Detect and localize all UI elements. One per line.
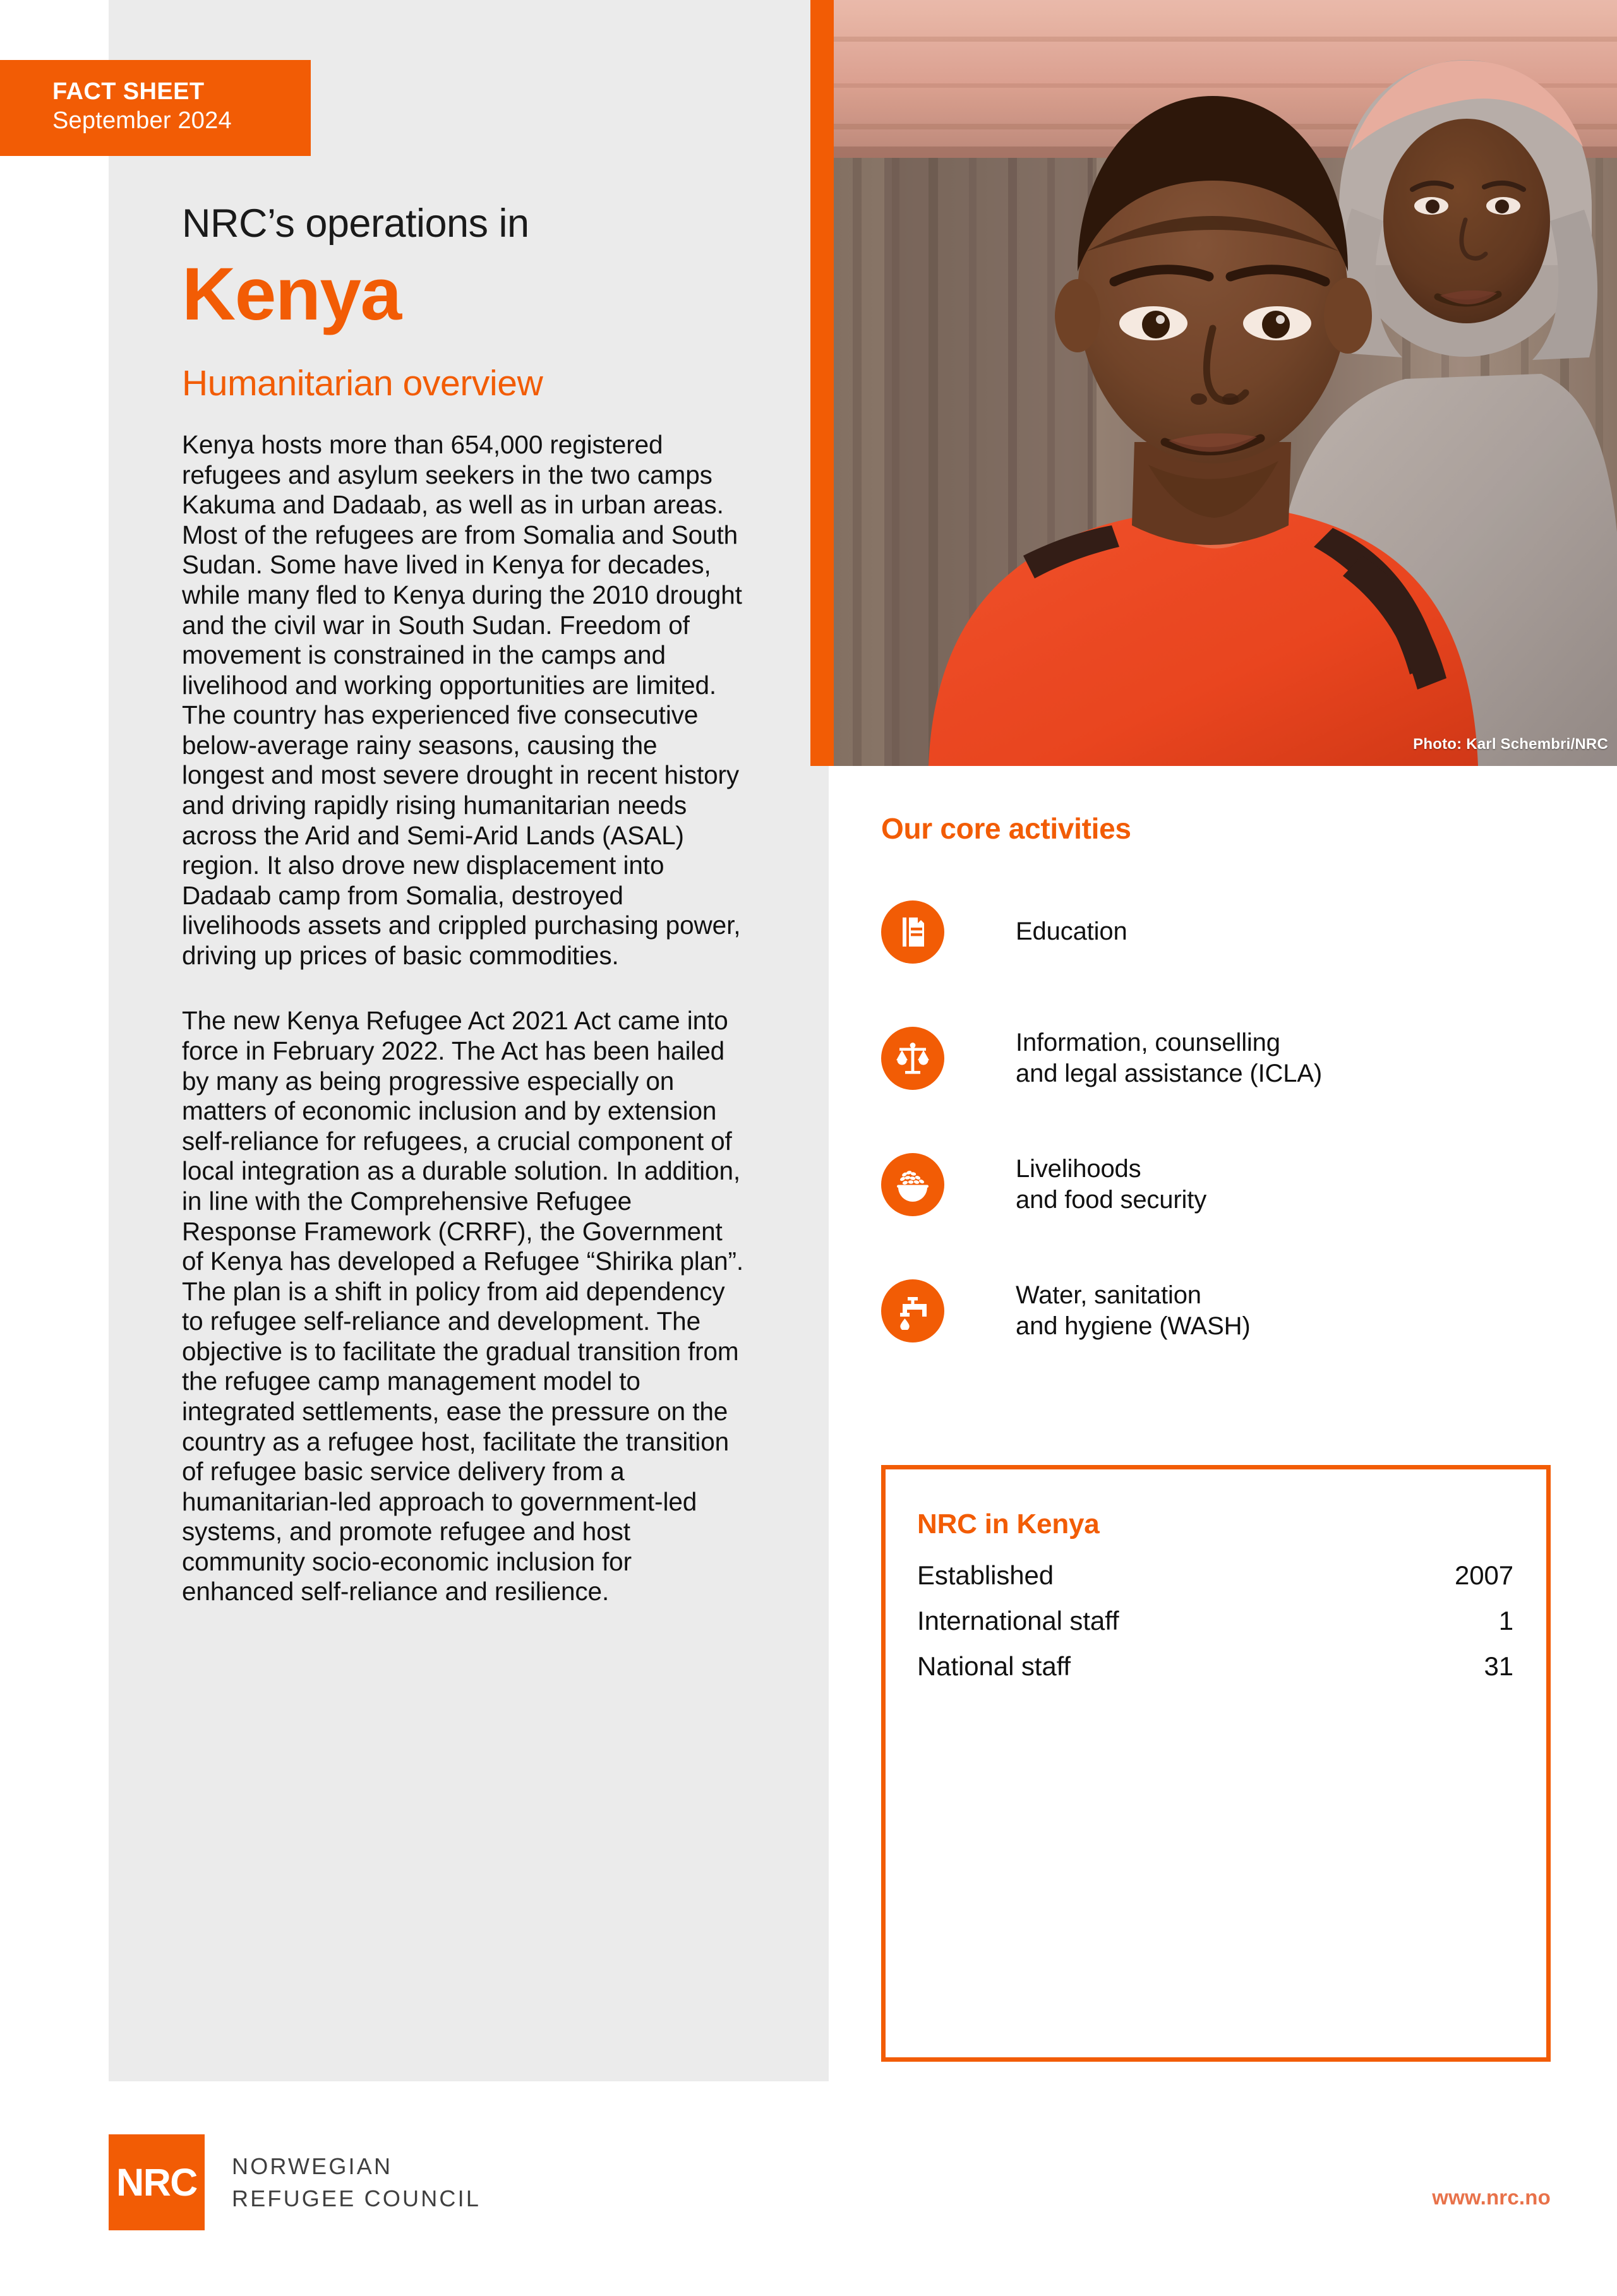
stat-label: Established [917,1560,1054,1590]
book-icon [881,900,944,964]
fact-sheet-label: FACT SHEET [52,78,205,105]
hero-photo [834,0,1617,766]
activity-label: Livelihoods and food security [1016,1154,1207,1214]
page-title: Kenya [182,253,401,337]
activity-item-icla [881,1016,1617,1100]
activity-item-education [881,890,1617,974]
right-column [881,811,1617,1353]
overview-paragraph-2: The new Kenya Refugee Act 2021 Act came into force in February 2022. The Act has been hailed by many as being progressive especially on matters of economic inclusion and by extension self-reliance for refugees, a crucial component of local integration as a durable solution. In addition, in line with the Comprehensive Refugee Response Framework (CRRF), the Government of Kenya has developed a Refugee “Shirika plan”. The plan is a shift in policy from aid dependency to refugee self-reliance and development. The objective is to facilitate the gradual transition from the refugee camp management model to integrated settlements, ease the pressure on the country as a refugee host, facilitate the transition of refugee basic service delivery from a humanitarian-led approach to government-led systems, and promote refugee and host community socio-economic inclusion for enhanced self-reliance and resilience. [182,1006,744,1606]
nrc-logo [109,2134,481,2230]
stat-row-national-staff [917,1651,1513,1682]
activity-item-livelihoods [881,1142,1617,1226]
website-url[interactable]: www.nrc.no [1432,2185,1551,2209]
faucet-icon [881,1279,944,1342]
fact-sheet-date: September 2024 [52,107,232,135]
activity-label: Information, counselling and legal assistance (ICLA) [1016,1028,1323,1087]
stat-label: National staff [917,1651,1071,1681]
stat-value: 1 [1498,1606,1513,1635]
activity-item-wash [881,1269,1617,1353]
fact-sheet-badge [0,60,311,156]
stat-label: International staff [917,1606,1119,1635]
activity-label: Water, sanitation and hygiene (WASH) [1016,1281,1251,1340]
stats-box-title: NRC in Kenya [917,1509,1100,1540]
stat-row-established [917,1560,1513,1591]
stat-value: 2007 [1454,1560,1513,1590]
stat-value: 31 [1484,1651,1513,1681]
activity-label: Education [1016,918,1127,946]
photo-credit: Photo: Karl Schembri/NRC [1413,736,1608,753]
overview-paragraph-1: Kenya hosts more than 654,000 registered refugees and asylum seekers in the two camps Kakuma and Dadaab, as well as in urban areas. Most of the refugees are from Somalia and South Sudan. Some have lived in Kenya for decades, while many fled to Kenya during the 2010 drought and the civil war in South Sudan. Freedom of movement is constrained in the camps and livelihood and working opportunities are limited. The country has experienced five consecutive below-average rainy seasons, causing the longest and most severe drought in recent history and driving rapidly rising humanitarian needs across the Arid and Semi-Arid Lands (ASAL) region. It also drove new displacement into Dadaab camp from Somalia, destroyed livelihoods assets and crippled purchasing power, driving up prices of basic commodities. [182,430,742,970]
core-activities-heading: Our core activities [881,812,1131,845]
left-column-content [182,202,744,1607]
nrc-logo-wordmark [232,2150,481,2215]
core-activities-list [881,890,1617,1353]
nrc-logo-line-2: REFUGEE COUNCIL [232,2185,481,2211]
scales-icon [881,1027,944,1090]
nrc-in-country-stats-box [881,1465,1551,2062]
stat-row-international-staff [917,1606,1513,1636]
photo-accent-stripe [810,0,834,766]
section-heading-humanitarian-overview: Humanitarian overview [182,363,543,404]
page-kicker: NRC’s operations in [182,201,529,246]
nrc-logo-mark: NRC [109,2134,205,2230]
hero-photo-illustration [834,0,1617,766]
food-bowl-icon [881,1153,944,1216]
nrc-logo-line-1: NORWEGIAN [232,2153,393,2179]
